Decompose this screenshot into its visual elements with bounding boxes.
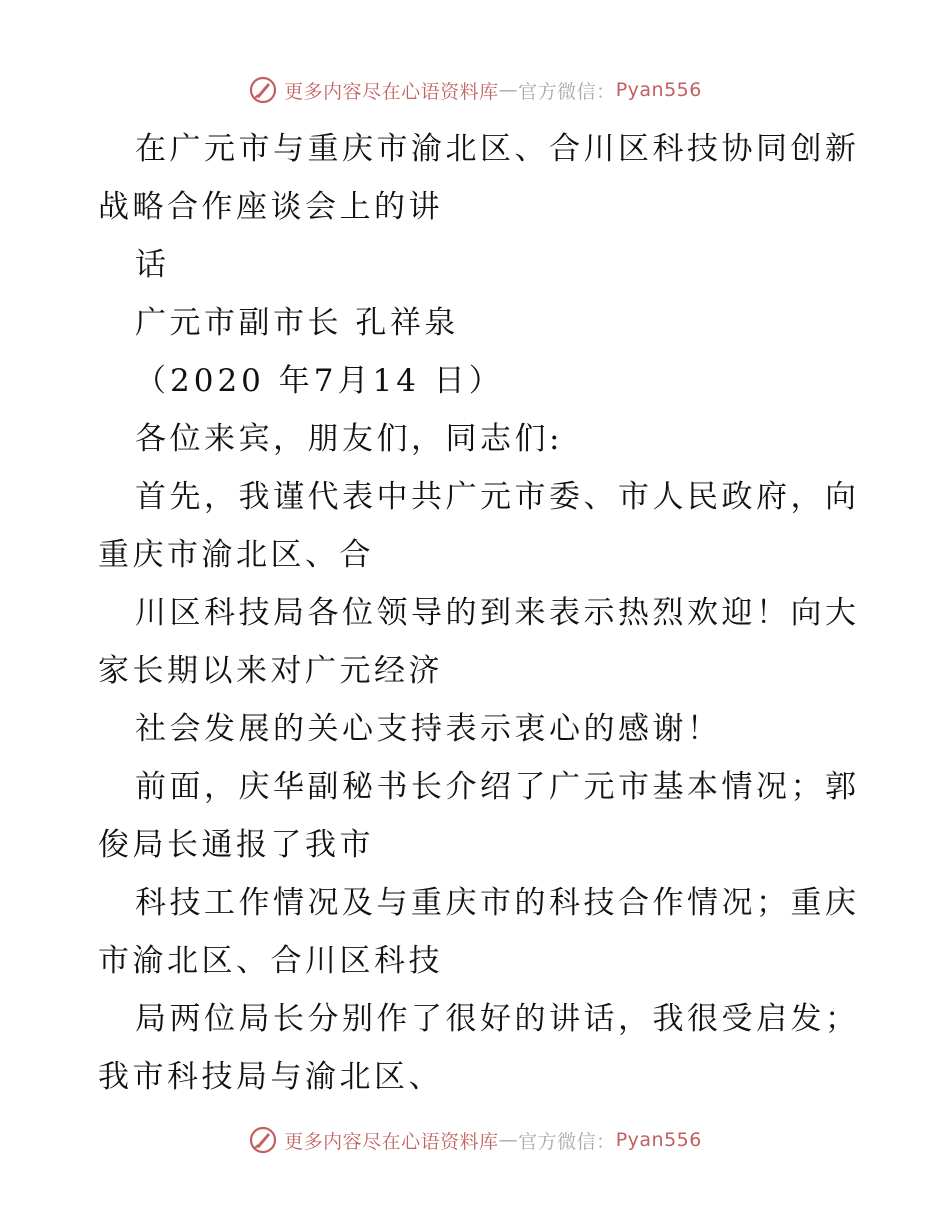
paragraph-line: 局两位局长分别作了很好的讲话，我很受启发；	[135, 1001, 860, 1037]
salutation-line: 各位来宾，朋友们，同志们:	[135, 421, 563, 457]
watermark-wechat-id: Pyan556	[615, 1129, 702, 1151]
feather-pen-circle-icon	[248, 1125, 278, 1155]
date-line: （2020 年7月14 日）	[135, 363, 504, 399]
watermark-wechat-id: Pyan556	[615, 79, 702, 101]
paragraph-line: 前面，庆华副秘书长介绍了广元市基本情况；郭	[135, 769, 860, 805]
watermark-site-text: 更多内容尽在心语资料库	[284, 80, 499, 103]
title-line-3: 话	[135, 247, 170, 283]
paragraph-line: 市渝北区、合川区科技	[98, 943, 443, 979]
paragraph-line: 科技工作情况及与重庆市的科技合作情况；重庆	[135, 885, 860, 921]
title-line-2: 战略合作座谈会上的讲	[98, 189, 443, 225]
watermark-separator: —	[498, 1129, 519, 1151]
watermark-site-text: 更多内容尽在心语资料库	[284, 1130, 499, 1153]
paragraph-line: 我市科技局与渝北区、	[98, 1059, 443, 1095]
feather-pen-circle-icon	[248, 75, 278, 105]
paragraph-line: 家长期以来对广元经济	[98, 653, 443, 689]
paragraph-line: 俊局长通报了我市	[98, 827, 374, 863]
paragraph-line: 首先，我谨代表中共广元市委、市人民政府，向	[135, 479, 860, 515]
paragraph-line: 社会发展的关心支持表示衷心的感谢！	[135, 711, 722, 747]
header-watermark	[0, 70, 950, 110]
paragraph-line: 重庆市渝北区、合	[98, 537, 374, 573]
watermark-separator: —	[498, 79, 519, 101]
speaker-line: 广元市副市长 孔祥泉	[135, 305, 459, 341]
watermark-wechat-label: 官方微信：	[518, 1130, 616, 1153]
footer-watermark	[0, 1120, 950, 1160]
paragraph-line: 川区科技局各位领导的到来表示热烈欢迎！向大	[135, 595, 860, 631]
document-body	[98, 120, 858, 1106]
title-line-1: 在广元市与重庆市渝北区、合川区科技协同创新	[135, 131, 860, 167]
watermark-wechat-label: 官方微信：	[518, 80, 616, 103]
